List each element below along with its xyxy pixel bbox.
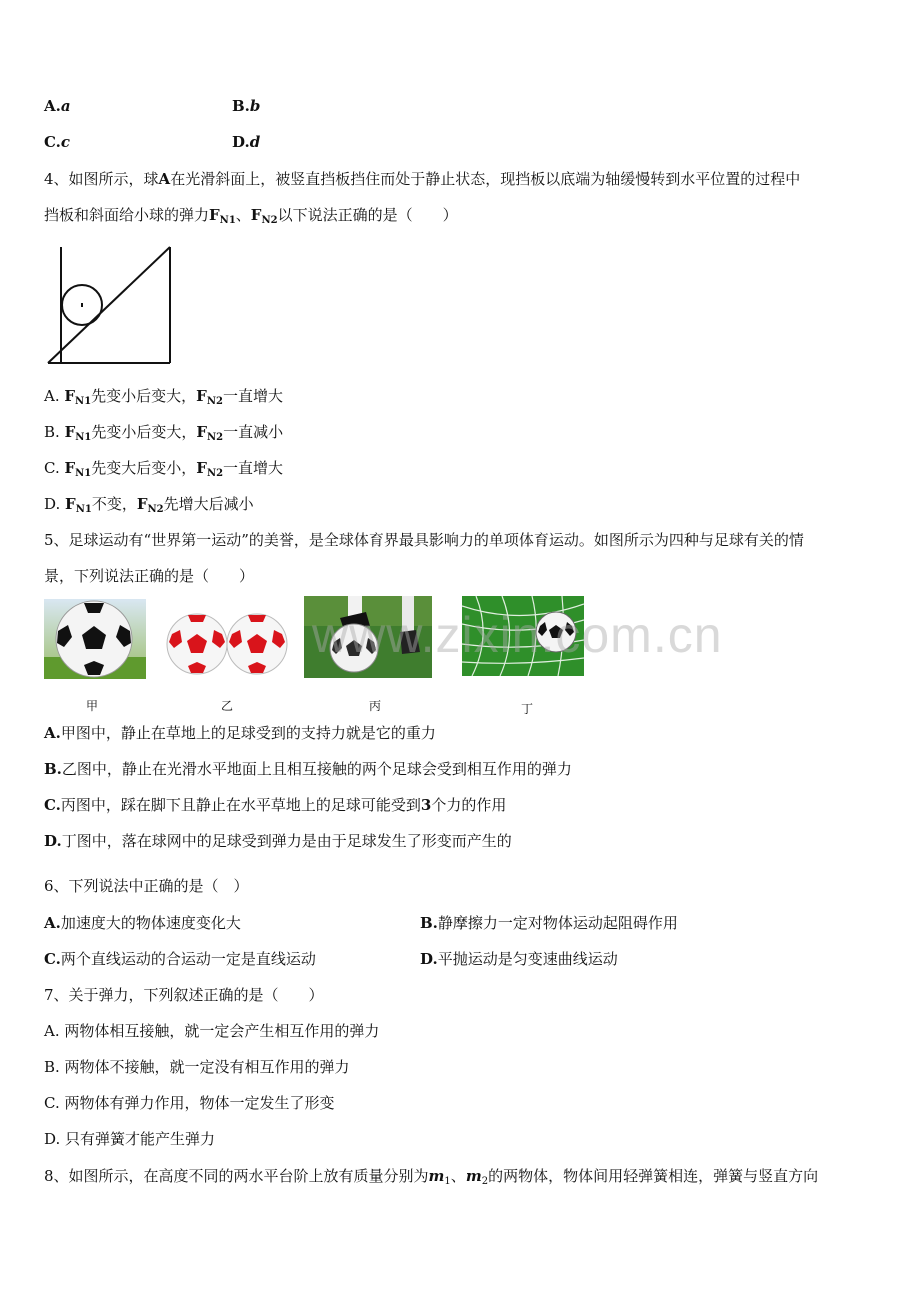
q7-option-d: D. 只有弹簧才能产生弹力 <box>44 1130 216 1148</box>
q5-stem-line1: 5、足球运动有“世界第一运动”的美誉，是全球体育界最具影响力的单项体育运动。如图所示为四种与足球有关的情 <box>44 531 804 549</box>
q4-option-b: B. $F_{N1}$先变小后变大，$F_{N2}$一直减小 <box>44 423 284 443</box>
q4-stem-line1: 4、如图所示，球A在光滑斜面上，被竖直挡板挡住而处于静止状态，现挡板以底端为轴缓慢转到水平位置的过程中 <box>44 170 801 188</box>
q4-option-c: C. $F_{N1}$先变大后变小，$F_{N2}$一直增大 <box>44 459 284 479</box>
q3-option-c: C.c <box>44 133 71 151</box>
q4-stem-line2: 挡板和斜面给小球的弹力$F_{N1}$、$F_{N2}$以下说法正确的是（ ） <box>44 206 458 226</box>
q4-option-a: A. $F_{N1}$先变小后变大，$F_{N2}$一直增大 <box>44 387 283 407</box>
q6-option-c: C.两个直线运动的合运动一定是直线运动 <box>44 950 316 968</box>
caption-jia: 甲 <box>86 699 99 713</box>
q7-option-c: C. 两物体有弹力作用，物体一定发生了形变 <box>44 1094 335 1112</box>
red-ball-left <box>167 614 227 674</box>
q5-option-a: A.甲图中，静止在草地上的足球受到的支持力就是它的重力 <box>44 724 436 742</box>
q7-stem: 7、关于弹力，下列叙述正确的是（ ） <box>44 986 324 1004</box>
q5-stem-line2: 景，下列说法正确的是（ ） <box>44 567 255 585</box>
watermark: www.zixin.com.cn <box>312 607 723 663</box>
q6-option-b: B.静摩擦力一定对物体运动起阻碍作用 <box>420 914 678 932</box>
q6-stem: 6、下列说法中正确的是（ ） <box>44 877 249 895</box>
q7-option-b: B. 两物体不接触，就一定没有相互作用的弹力 <box>44 1058 350 1076</box>
q4-option-d: D. $F_{N1}$不变，$F_{N2}$先增大后减小 <box>44 495 254 515</box>
q3-option-b: B.b <box>232 97 261 115</box>
q3-option-d: D.d <box>232 133 261 151</box>
q5-option-c: C.丙图中，踩在脚下且静止在水平草地上的足球可能受到3个力的作用 <box>44 796 507 814</box>
red-ball-right <box>227 614 287 674</box>
caption-yi: 乙 <box>221 699 234 713</box>
q3-option-a: A.a <box>44 97 71 115</box>
q8-stem: 8、如图所示，在高度不同的两水平台阶上放有质量分别为$m_1$、$m_2$的两物体，物体间用轻弹簧相连，弹簧与竖直方向 <box>44 1167 819 1187</box>
photo-yi-two-balls <box>166 612 288 676</box>
q5-option-d: D.丁图中，落在球网中的足球受到弹力是由于足球发生了形变而产生的 <box>44 832 512 850</box>
photo-jia-ball-on-grass <box>44 599 146 679</box>
q6-option-d: D.平抛运动是匀变速曲线运动 <box>420 950 618 968</box>
q6-option-a: A.加速度大的物体速度变化大 <box>44 914 241 932</box>
q4-incline-figure <box>44 243 176 367</box>
q7-option-a: A. 两物体相互接触，就一定会产生相互作用的弹力 <box>44 1022 380 1040</box>
q5-option-b: B.乙图中，静止在光滑水平地面上且相互接触的两个足球会受到相互作用的弹力 <box>44 760 572 778</box>
caption-ding: 丁 <box>521 702 534 716</box>
caption-bing: 丙 <box>369 699 382 713</box>
incline-surface <box>48 247 170 363</box>
